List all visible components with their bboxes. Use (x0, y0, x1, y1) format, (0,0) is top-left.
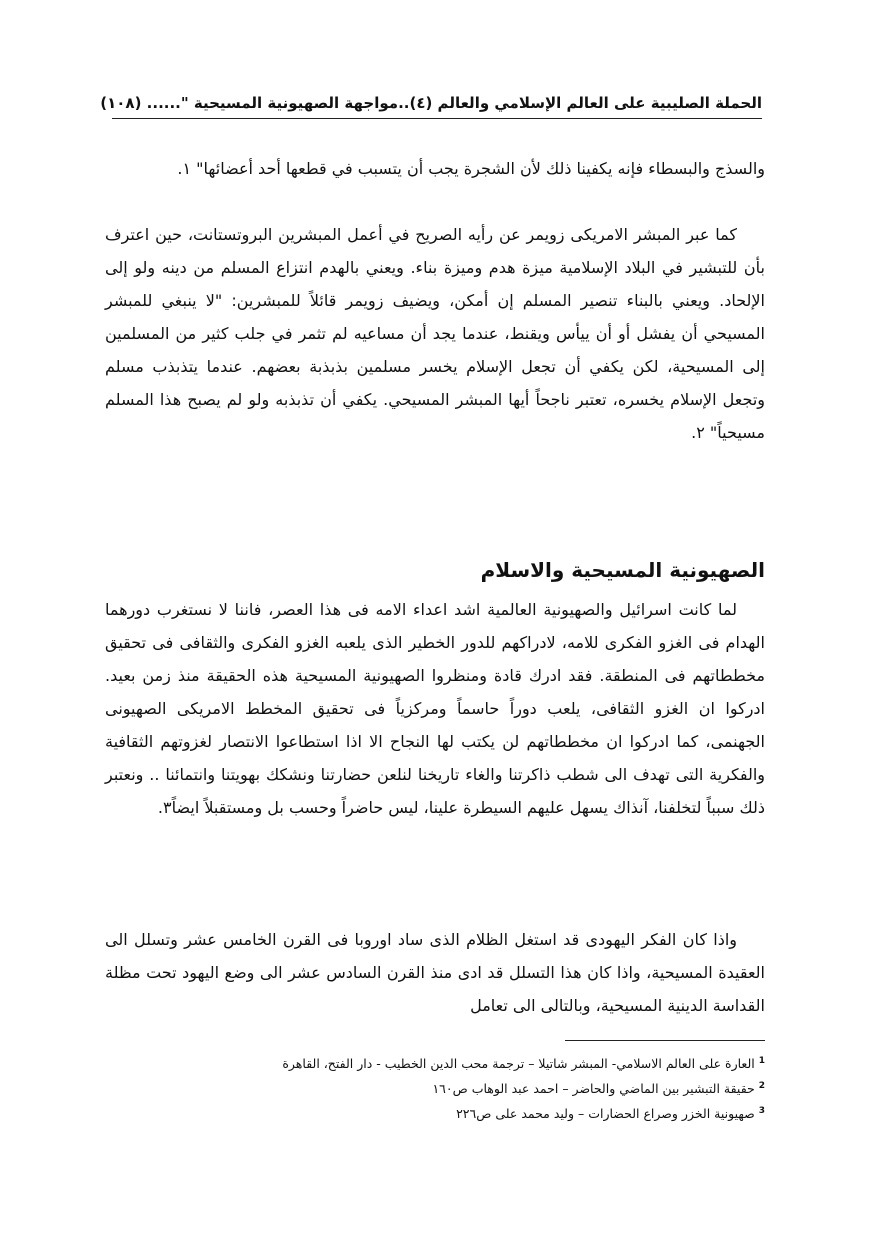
paragraph-1-text: والسذج والبسطاء فإنه يكفينا ذلك لأن الشجرة يجب أن يتسبب في قطعها أحد أعضائها" ١. (177, 159, 765, 178)
running-header-title: الحملة الصليبية على العالم الإسلامي والعالم (٤)..مواجهة الصهيونية المسيحية "...... (١٠٨) (100, 94, 762, 112)
footnote-2-number: 2 (758, 1081, 765, 1092)
footnote-3 (105, 1100, 765, 1125)
paragraph-1 (105, 152, 765, 185)
footnote-1 (105, 1050, 765, 1075)
paragraph-4 (105, 923, 765, 1022)
paragraph-2-text: كما عبر المبشر الامريكى زويمر عن رأيه الصريح في أعمل المبشرين البروتستانت، حين اعترف بأن للتبشير في البلاد الإسلامية ميزة هدم وميزة بناء. ويعني بالهدم انتزاع المسلم من دينه ولو إلى الإلحاد. ويعني بالبناء تنصير المسلم إن أمكن، ويضيف زويمر قائلاً للمبشرين: "لا ينبغي للمبشر المسيحي أن يفشل أو أن ييأس ويقنط، عندما يجد أن مساعيه لم تثمر في جلب كثير من المسلمين إلى المسيحية، لكن يكفي أن تجعل الإسلام يخسر مسلمين بذبذبة بعضهم. عندما يتذبذب مسلم وتجعل الإسلام يخسره، تعتبر ناجحاً أيها المبشر المسيحي. يكفي أن تذبذبه ولو لم يصبح هذا المسلم مسيحياً" ٢. (105, 225, 765, 442)
footnote-2-text: حقيقة التبشير بين الماضي والحاضر – احمد عبد الوهاب ص١٦٠ (432, 1081, 755, 1097)
header-rule (112, 118, 762, 119)
paragraph-4-text: واذا كان الفكر اليهودى قد استغل الظلام الذى ساد اوروبا فى القرن الخامس عشر وتسلل الى العقيدة المسيحية، واذا كان هذا التسلل قد ادى منذ القرن السادس عشر الى وضع اليهود تحت مظلة القداسة الدينية المسيحية، وبالتالى الى تعامل (105, 930, 765, 1015)
footnote-3-number: 3 (758, 1106, 765, 1117)
footnote-rule (565, 1040, 765, 1041)
footnote-2 (105, 1075, 765, 1100)
footnote-1-text: العارة على العالم الاسلامي- المبشر شاتيلا – ترجمة محب الدين الخطيب - دار الفتح، القاهرة (282, 1056, 755, 1072)
running-header (100, 88, 762, 118)
section-title: الصهيونية المسيحية والاسلام (480, 558, 765, 582)
footnote-3-text: صهيونية الخزر وصراع الحضارات – وليد محمد على ص٢٢٦ (456, 1106, 755, 1122)
footnotes (105, 1050, 765, 1125)
paragraph-3-text: لما كانت اسرائيل والصهيونية العالمية اشد اعداء الامه فى هذا العصر، فاننا لا نستغرب دورهما الهدام فى الغزو الفكرى للامه، لادراكهم للدور الخطير الذى يلعبه الغزو الفكرى والثقافى فى تحقيق مخططاتهم فى المنطقة. فقد ادرك قادة ومنظروا الصهيونية المسيحية هذه الحقيقة منذ زمن بعيد. ادركوا ان الغزو الثقافى، يلعب دوراً حاسماً ومركزياً فى تحقيق المخطط الامريكى الصهيونى الجهنمى، كما ادركوا ان مخططاتهم لن يكتب لها النجاح الا اذا استطاعوا الانتصار لغزوتهم الثقافية والفكرية التى تهدف الى شطب ذاكرتنا والغاء تاريخنا لنلعن حضارتنا ونشكك بهويتنا وانتمائنا .. ونعتبر ذلك سبباً لتخلفنا، آنذاك يسهل عليهم السيطرة علينا، ليس حاضراً وحسب بل ومستقبلاً ايضاً٣. (105, 600, 765, 817)
paragraph-3 (105, 593, 765, 824)
paragraph-2 (105, 218, 765, 449)
footnote-1-number: 1 (758, 1056, 765, 1066)
